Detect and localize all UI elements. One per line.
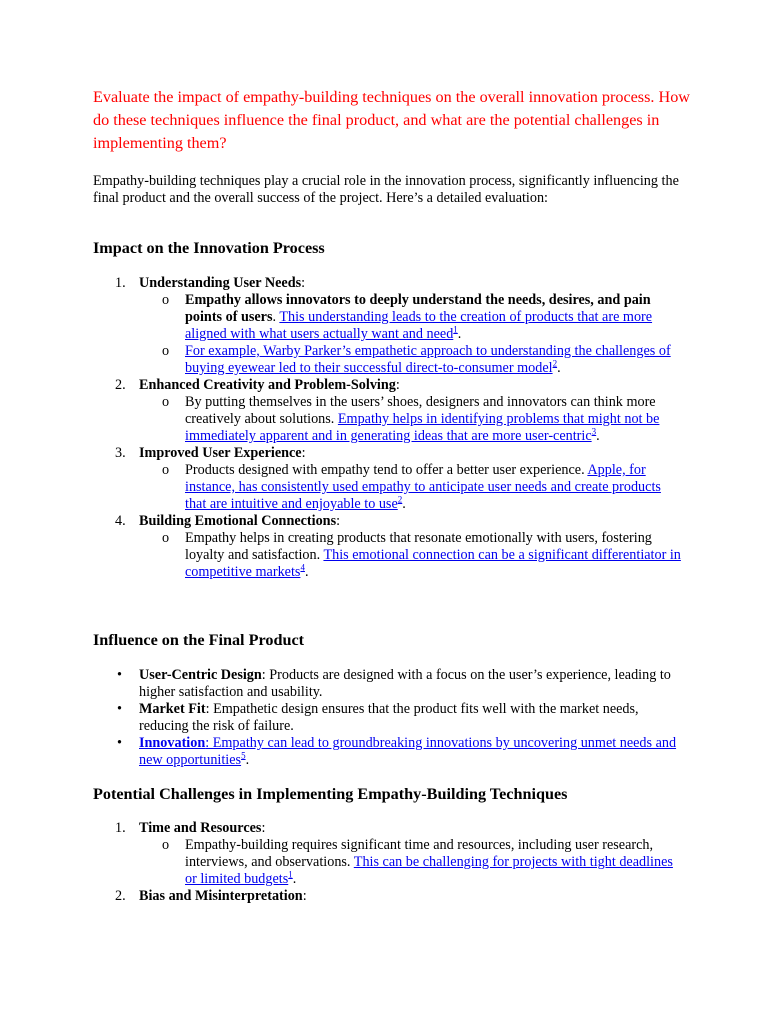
challenges-list <box>93 820 683 905</box>
bullet-item: • User-Centric Design: Products are designed with a focus on the user’s experience, leading to higher satisfaction and usability. <box>117 667 671 700</box>
citation-link[interactable]: For example, Warby Parker’s empathetic approach to understanding the challenges of buying eyewear led to their successful direct-to-consumer model <box>185 343 671 376</box>
heading-impact: Impact on the Innovation Process <box>93 239 325 257</box>
footnote-ref[interactable]: 3 <box>591 426 597 437</box>
item-title: Bias and Misinterpretation <box>139 888 303 904</box>
item-title: Improved User Experience <box>139 445 302 461</box>
list-item: 2. Bias and Misinterpretation: <box>115 888 307 904</box>
sub-item: o Empathy allows innovators to deeply understand the needs, desires, and pain points of users. This understanding leads to the creation of products that are more aligned with what users actually want and need$^1$. <box>162 292 653 342</box>
item-title: Enhanced Creativity and Problem-Solving <box>139 377 396 393</box>
item-title: Building Emotional Connections <box>139 513 337 529</box>
citation-link[interactable]: This can be challenging for projects with tight deadlines or limited budgets <box>185 854 673 887</box>
list-item: 3. Improved User Experience: <box>115 445 306 461</box>
footnote-ref[interactable]: 1 <box>288 869 293 880</box>
intro-paragraph: Empathy-building techniques play a crucial role in the innovation process, significantly influencing the final product and the overall success of the project. Here’s a detailed evaluation: <box>93 173 679 206</box>
bullet-title-link[interactable]: Innovation <box>139 735 206 751</box>
list-item: 1. Time and Resources: <box>115 820 266 836</box>
footnote-ref[interactable]: 4 <box>300 562 305 573</box>
sub-item: o Empathy-building requires significant time and resources, including user research, interviews, and observations. This can be challenging for projects with tight deadlines or limited budgets$^1$. <box>162 837 673 887</box>
list-item: 1. Understanding User Needs: <box>115 275 306 291</box>
bullet-item: • Innovation: Empathy can lead to groundbreaking innovations by uncovering unmet needs and new opportunities$^5$. <box>117 735 677 768</box>
sub-item: o Empathy helps in creating products that resonate emotionally with users, fostering loyalty and satisfaction. This emotional connection can be a significant differentiator in competitive markets$^4$. <box>162 530 681 580</box>
footnote-ref[interactable]: 2 <box>552 358 558 369</box>
footnote-ref[interactable]: 1 <box>453 324 458 335</box>
bullet-item: • Market Fit: Empathetic design ensures that the product fits well with the market needs, reducing the risk of failure. <box>117 701 639 734</box>
citation-link[interactable]: Empathy helps in identifying problems that might not be immediately apparent and in generating ideas that are more user-centric <box>185 411 660 444</box>
list-item: 2. Enhanced Creativity and Problem-Solving: <box>115 377 400 393</box>
citation-link[interactable]: Apple, for instance, has consistently used empathy to anticipate user needs and create products that are intuitive and enjoyable to use <box>185 462 661 512</box>
footnote-ref[interactable]: 5 <box>241 750 246 761</box>
citation-link[interactable]: : Empathy can lead to groundbreaking innovations by uncovering unmet needs and new opportunities <box>139 735 677 768</box>
impact-list <box>93 275 683 581</box>
citation-link[interactable]: This understanding leads to the creation of products that are more aligned with what users actually want and need <box>185 309 653 342</box>
list-item: 4. Building Emotional Connections: <box>115 513 341 529</box>
bullet-title: User-Centric Design <box>139 667 262 683</box>
question-text: Evaluate the impact of empathy-building techniques on the overall innovation process. How do these techniques influence the final product, and what are the potential challenges in implementing them? <box>93 88 690 152</box>
sub-item: o By putting themselves in the users’ shoes, designers and innovators can think more creatively about solutions. Empathy helps in identifying problems that might not be immediately apparent and in generating ideas that are more user-centric$^3$. <box>162 394 660 444</box>
heading-influence: Influence on the Final Product <box>93 631 305 649</box>
item-title: Understanding User Needs <box>139 275 302 291</box>
footnote-ref[interactable]: 2 <box>397 494 403 505</box>
item-title: Time and Resources <box>139 820 262 836</box>
influence-list <box>93 667 683 769</box>
heading-challenges: Potential Challenges in Implementing Empathy-Building Techniques <box>93 785 568 803</box>
sub-item: o For example, Warby Parker’s empathetic approach to understanding the challenges of buying eyewear led to their successful direct-to-consumer model$^2$. <box>162 343 671 376</box>
bullet-title: Market Fit <box>139 701 206 717</box>
citation-link[interactable]: This emotional connection can be a significant differentiator in competitive markets <box>185 547 681 580</box>
sub-item: o Products designed with empathy tend to offer a better user experience. Apple, for instance, has consistently used empathy to anticipate user needs and create products that are intuitive and enjoyable to use$^2$. <box>162 462 661 512</box>
